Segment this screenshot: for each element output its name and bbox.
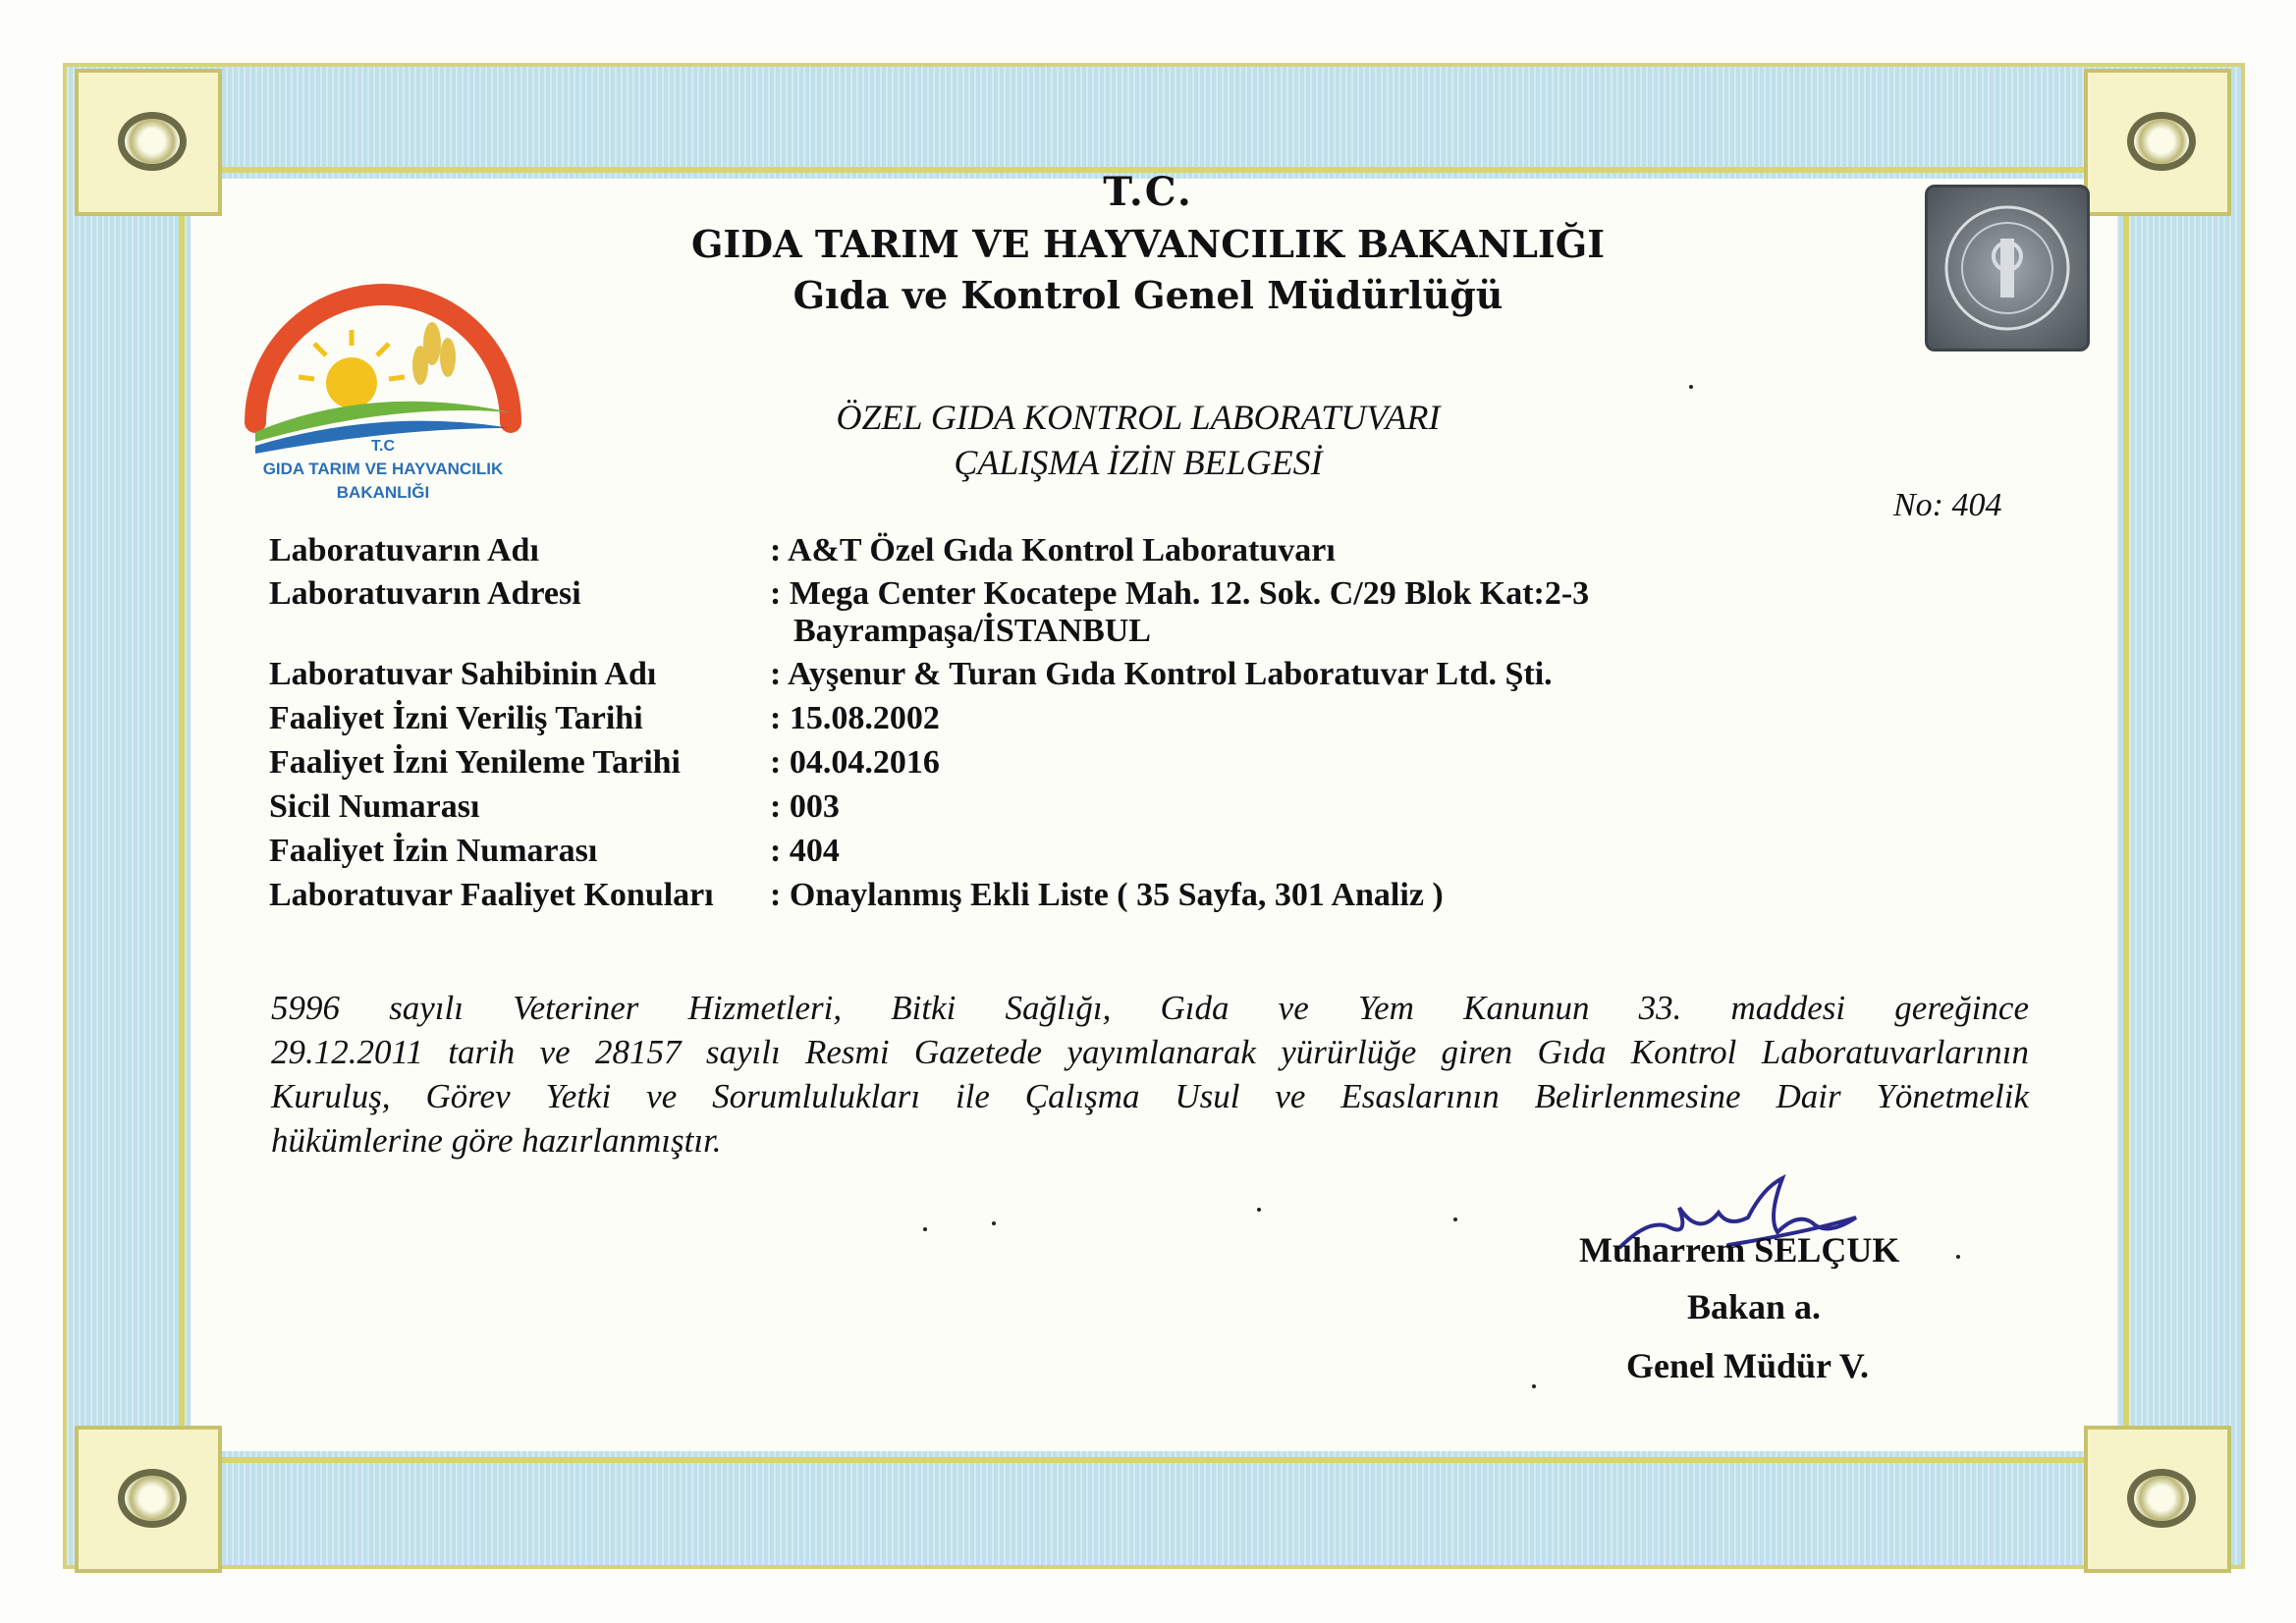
- header-directorate: Gıda ve Kontrol Genel Müdürlüğü: [793, 273, 1503, 317]
- paragraph-line: Kuruluş, Görev Yetki ve Sorumlulukları ile Çalışma Usul ve Esaslarının Belirlenmesine Dair Yönetmelik: [271, 1077, 2029, 1115]
- field-value: : 04.04.2016: [770, 744, 940, 781]
- paragraph-line: hükümlerine göre hazırlanmıştır.: [271, 1121, 722, 1160]
- signatory-title: Genel Müdür V.: [1626, 1346, 1870, 1385]
- corner-ornament-bottom-left: [75, 1426, 222, 1573]
- scan-speck: [1453, 1217, 1457, 1221]
- field-value: : A&T Özel Gıda Kontrol Laboratuvarı: [770, 532, 1336, 568]
- field-value: : Onaylanmış Ekli Liste ( 35 Sayfa, 301 Analiz ): [770, 877, 1444, 913]
- scan-speck: [923, 1227, 927, 1231]
- field-label: Laboratuvarın Adı: [269, 532, 539, 568]
- signatory-name: Muharrem SELÇUK: [1579, 1230, 1900, 1270]
- logo-ministry-line2: BAKANLIĞI: [336, 483, 430, 502]
- field-label: Laboratuvar Sahibinin Adı: [269, 656, 657, 692]
- field-value: : Mega Center Kocatepe Mah. 12. Sok. C/29 Blok Kat:2-3: [770, 575, 1590, 612]
- header-tc: T.C.: [1103, 169, 1193, 215]
- logo-ministry-line1: GIDA TARIM VE HAYVANCILIK: [262, 460, 504, 478]
- scan-speck: [1956, 1255, 1960, 1259]
- field-label: Faaliyet İzin Numarası: [269, 833, 598, 869]
- scan-speck: [992, 1221, 996, 1225]
- field-label: Laboratuvarın Adresi: [269, 575, 581, 612]
- paragraph-line: 29.12.2011 tarih ve 28157 sayılı Resmi Gazetede yayımlanarak yürürlüğe giren Gıda Kontrol Laboratuvarlarının: [271, 1033, 2029, 1071]
- header-ministry: GIDA TARIM VE HAYVANCILIK BAKANLIĞI: [690, 222, 1606, 266]
- field-label: Faaliyet İzni Veriliş Tarihi: [269, 700, 643, 736]
- field-value: : 003: [770, 788, 840, 825]
- field-value: : 404: [770, 833, 840, 869]
- scan-speck: [1689, 385, 1693, 389]
- field-value: : 15.08.2002: [770, 700, 940, 736]
- field-label: Faaliyet İzni Yenileme Tarihi: [269, 744, 682, 781]
- field-value: : Ayşenur & Turan Gıda Kontrol Laboratuvar Ltd. Şti.: [770, 656, 1553, 692]
- scan-speck: [1257, 1208, 1261, 1212]
- field-label: Sicil Numarası: [269, 788, 480, 825]
- field-label: Laboratuvar Faaliyet Konuları: [269, 877, 714, 913]
- document-title-line1: ÖZEL GIDA KONTROL LABORATUVARI: [836, 398, 1441, 437]
- field-value-continued: Bayrampaşa/İSTANBUL: [793, 613, 1151, 649]
- document-title-line2: ÇALIŞMA İZİN BELGESİ: [954, 443, 1323, 482]
- corner-ornament-bottom-right: [2084, 1426, 2231, 1573]
- document-number: No: 404: [1893, 487, 2002, 523]
- ring-icon: [118, 1469, 187, 1528]
- paragraph-line: 5996 sayılı Veteriner Hizmetleri, Bitki Sağlığı, Gıda ve Yem Kanunun 33. maddesi gereğince: [271, 989, 2029, 1027]
- ring-icon: [2127, 112, 2196, 171]
- signatory-role: Bakan a.: [1687, 1287, 1822, 1326]
- ring-icon: [118, 112, 187, 171]
- logo-tc-text: T.C: [371, 438, 395, 455]
- scan-speck: [1532, 1384, 1536, 1388]
- ring-icon: [2127, 1469, 2196, 1528]
- legal-paragraph: [271, 986, 2029, 1163]
